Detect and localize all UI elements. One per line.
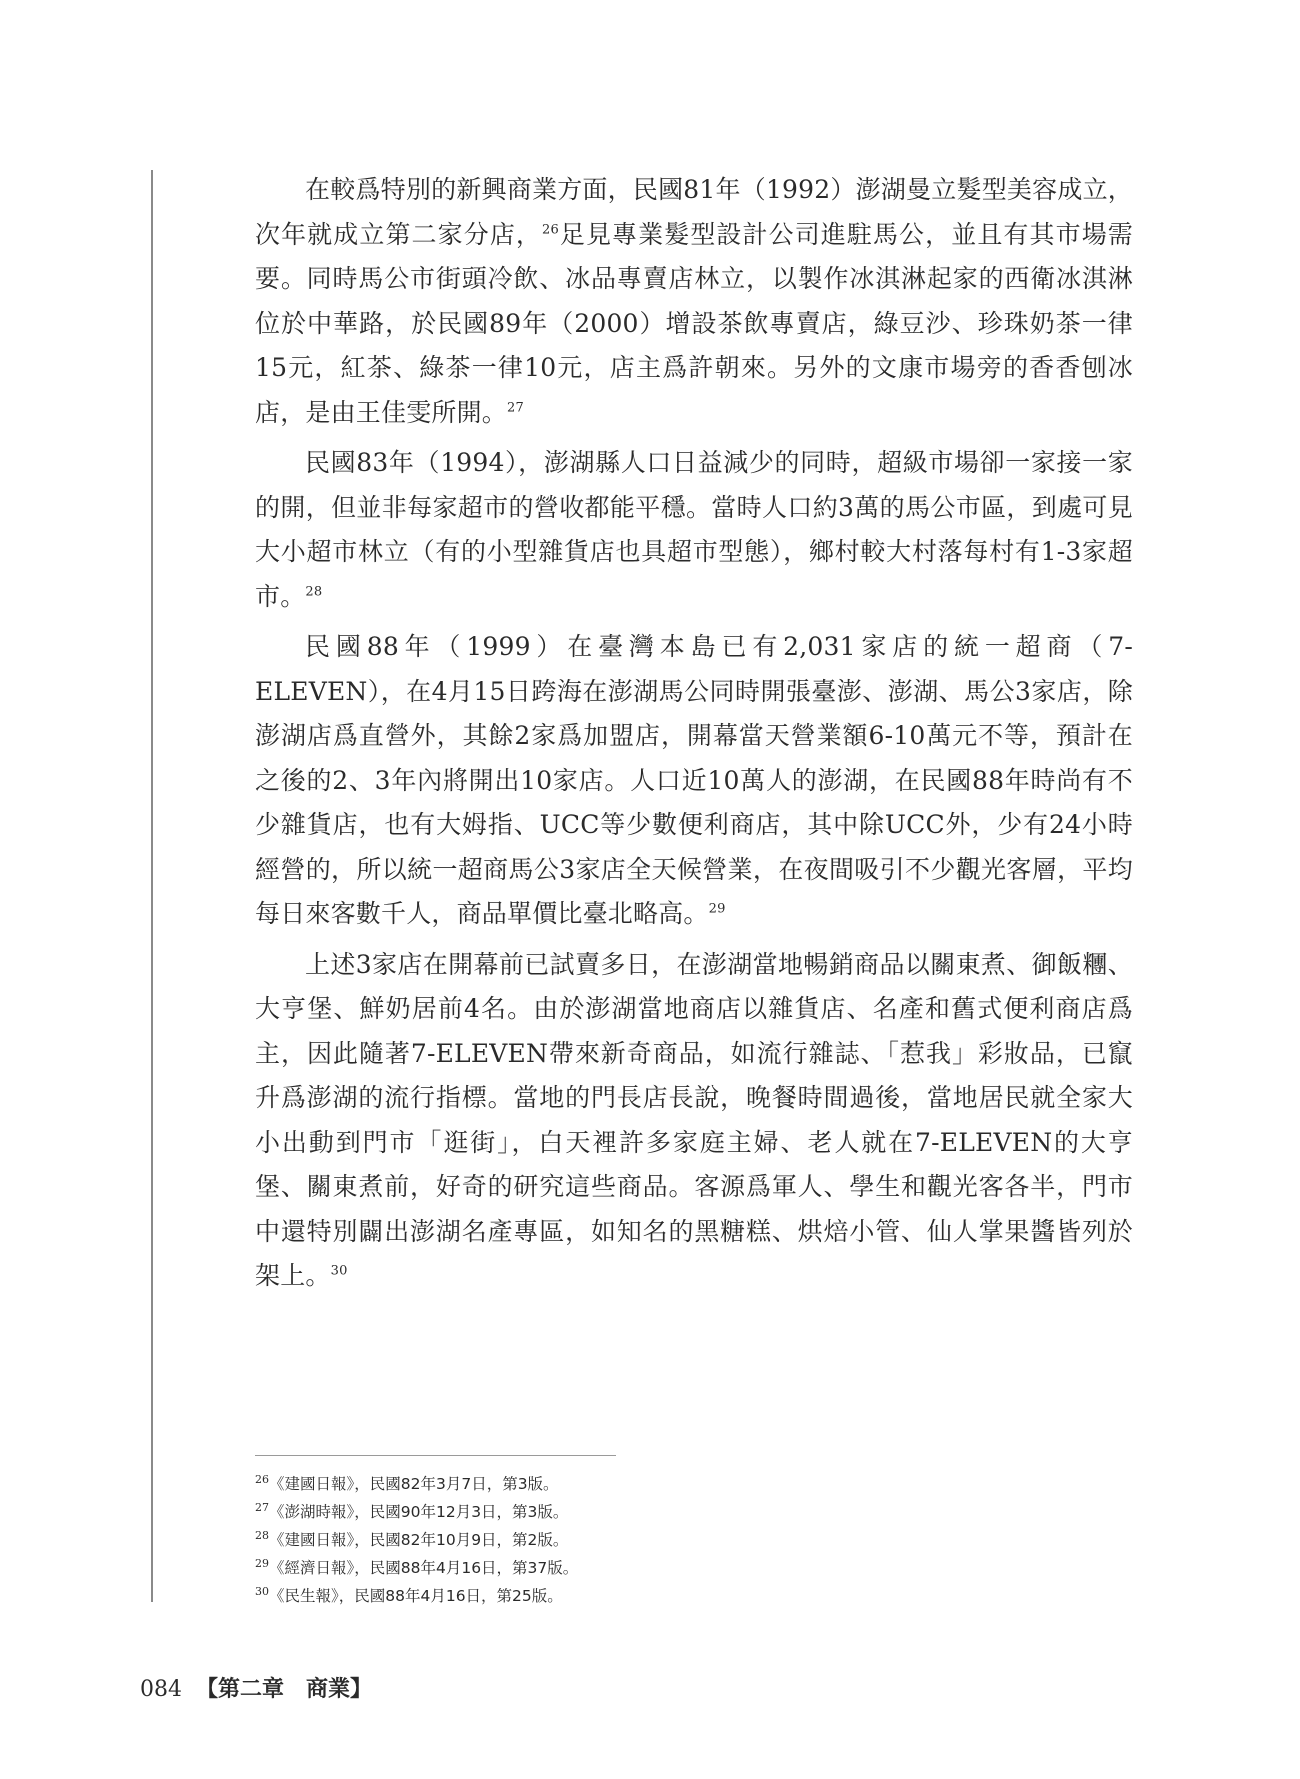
footnote-text: 《經濟日報》，民國88年4月16日，第37版。 [269,1559,579,1577]
footnote-28 [255,1526,955,1554]
footnote-27 [255,1498,955,1526]
paragraph-3 [255,625,1133,937]
paragraph-1 [255,168,1133,435]
page-number: 084 [140,1677,182,1702]
footnote-29 [255,1554,955,1582]
footnote-number: 27 [255,1500,269,1514]
footnote-text: 《建國日報》，民國82年10月9日，第2版。 [269,1531,569,1549]
footnote-ref-28[interactable]: 28 [305,584,323,600]
footnote-text: 《建國日報》，民國82年3月7日，第3版。 [269,1475,559,1493]
paragraph-2 [255,441,1133,619]
footnote-ref-29[interactable]: 29 [708,901,726,917]
footnotes [255,1470,955,1610]
footnote-number: 28 [255,1528,269,1542]
paragraph-text: 上述3家店在開幕前已試賣多日，在澎湖當地暢銷商品以關東煮、御飯糰、大亨堡、鮮奶居前4名。由於澎湖當地商店以雜貨店、名產和舊式便利商店爲主，因此隨著7-ELEVEN帶來新奇商品，如流行雜誌、「惹我」彩妝品，已竄升爲澎湖的流行指標。當地的門長店長說，晚餐時間過後，當地居民就全家大小出動到門市「逛街」，白天裡許多家庭主婦、老人就在7-ELEVEN的大亨堡、關東煮前，好奇的研究這些商品。客源爲軍人、學生和觀光客各半，門市中還特別闢出澎湖名產專區，如知名的黑糖糕、烘焙小管、仙人掌果醬皆列於架上。 [255,949,1133,1290]
footnote-26 [255,1470,955,1498]
footnote-number: 26 [255,1472,269,1486]
paragraph-text-cont: 足見專業髮型設計公司進駐馬公，並且有其市場需要。同時馬公市街頭冷飲、冰品專賣店林立，以製作冰淇淋起家的西衛冰淇淋位於中華路，於民國89年（2000）增設茶飲專賣店，綠豆沙、珍珠奶茶一律15元，紅茶、綠茶一律10元，店主爲許朝來。另外的文康市場旁的香香刨冰店，是由王佳雯所開。 [255,219,1133,427]
footnote-divider [255,1455,616,1456]
paragraph-text: 民國88年（1999）在臺灣本島已有2,031家店的統一超商（7-ELEVEN），在4月15日跨海在澎湖馬公同時開張臺澎、澎湖、馬公3家店，除澎湖店爲直營外，其餘2家爲加盟店，開幕當天營業額6-10萬元不等，預計在之後的2、3年內將開出10家店。人口近10萬人的澎湖，在民國88年時尚有不少雜貨店，也有大姆指、UCC等少數便利商店，其中除UCC外，少有24小時經營的，所以統一超商馬公3家店全天候營業，在夜間吸引不少觀光客層，平均每日來客數千人，商品單價比臺北略高。 [255,632,1133,928]
footnote-ref-30[interactable]: 30 [330,1263,348,1279]
chapter-title: 【第二章 商業】 [196,1676,373,1702]
footnote-30 [255,1582,955,1610]
footnote-ref-26[interactable]: 26 [542,222,559,238]
footnote-number: 30 [255,1584,269,1598]
paragraph-4 [255,943,1133,1299]
margin-rule [151,170,153,1602]
page-footer [140,1674,372,1705]
body-text [255,168,1133,1305]
footnote-text: 《澎湖時報》，民國90年12月3日，第3版。 [269,1503,569,1521]
paragraph-text: 在較爲特別的新興商業方面，民國81年（1992）澎湖曼立髮型美容成立，次年就成立第二家分店， [255,175,1133,249]
footnote-number: 29 [255,1556,269,1570]
footnote-text: 《民生報》，民國88年4月16日，第25版。 [269,1587,563,1605]
footnote-ref-27[interactable]: 27 [507,400,524,416]
paragraph-text: 民國83年（1994），澎湖縣人口日益減少的同時，超級市場卻一家接一家的開，但並非每家超市的營收都能平穩。當時人口約3萬的馬公市區，到處可見大小超市林立（有的小型雜貨店也具超市型態），鄉村較大村落每村有1-3家超市。 [255,448,1133,611]
